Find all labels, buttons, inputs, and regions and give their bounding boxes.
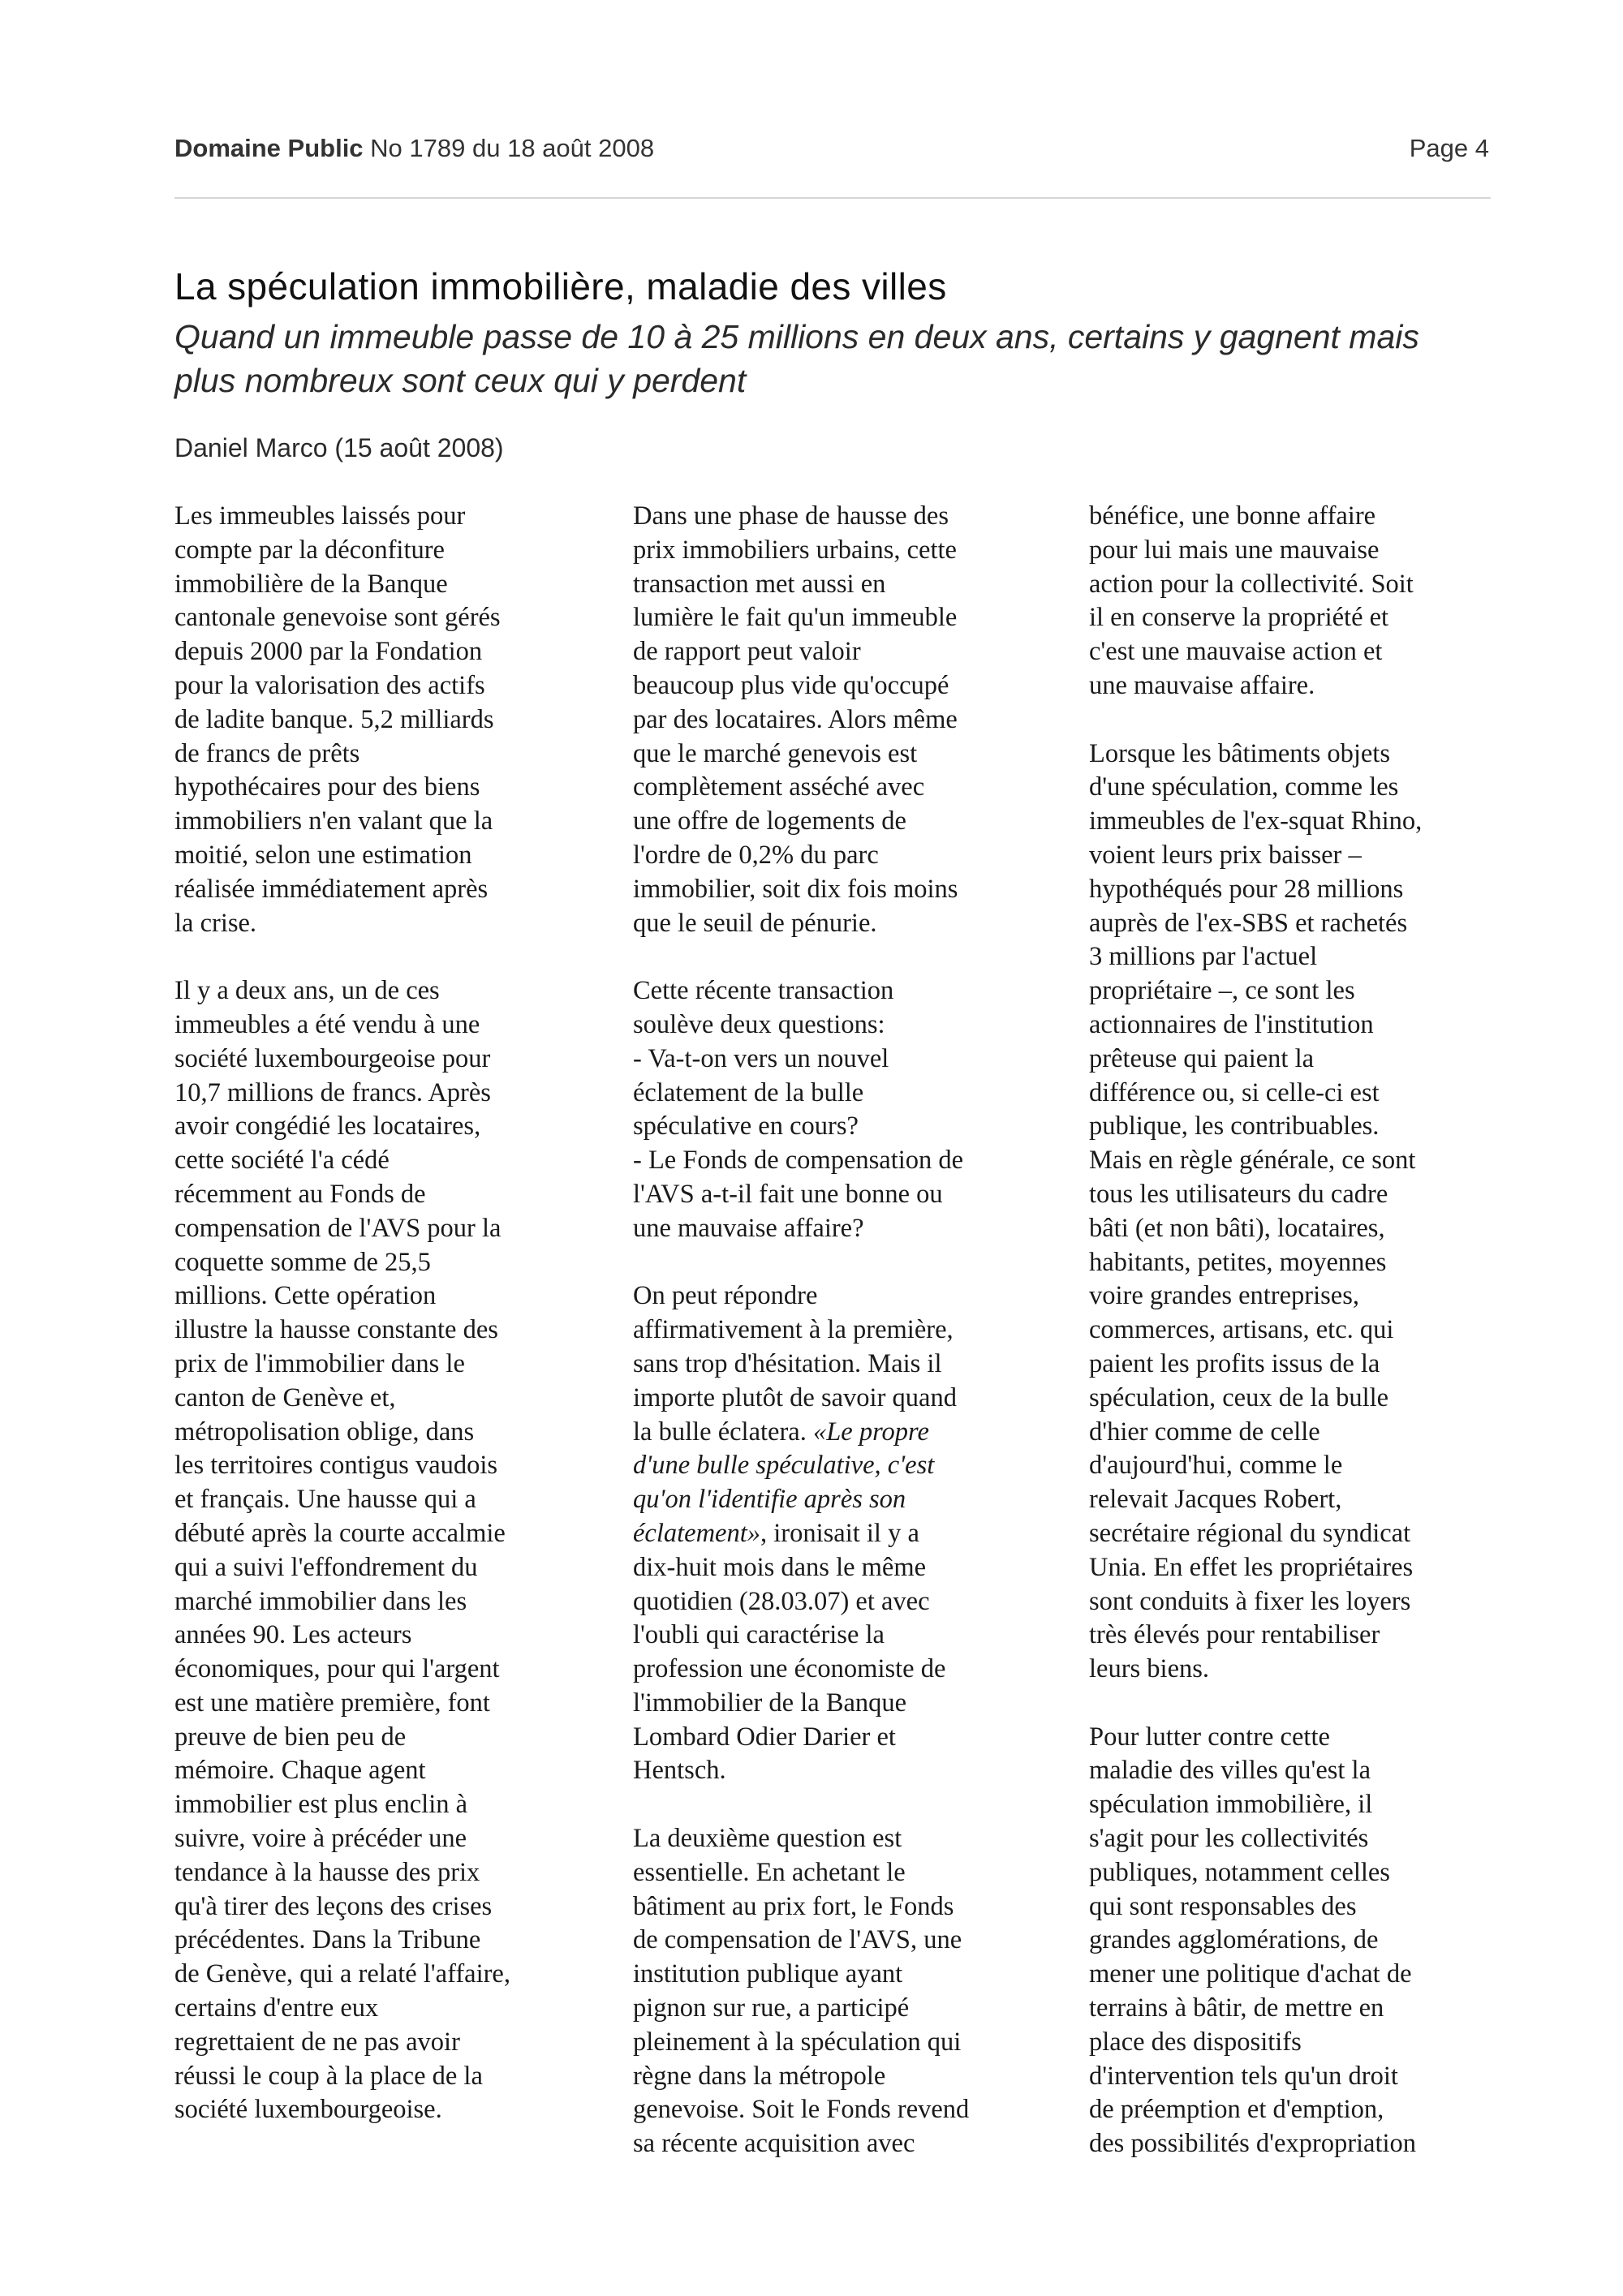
header-divider (174, 197, 1491, 199)
paragraph: Les immeubles laissés pour compte par la déconfiture immobilière de la Banque cantonale genevoise sont gérés depuis 2000 par la Fondation pour la valorisation des actifs de ladite banque. 5,2 milliards de francs de prêts hypothécaires pour des biens immobiliers n'en valant que la moitié, selon une estimation réalisée immédiatement après la crise. (174, 501, 501, 938)
paragraph: Pour lutter contre cette maladie des villes qu'est la spéculation immobilière, il s'agit pour les collectivités publiques, notamment celles qui sont responsables des grandes agglomérations, de mener une politique d'achat de terrains à bâtir, de mettre en place des dispositifs d'intervention tels qu'un droit de préemption et d'emption, des possibilités d'expropriation (1089, 1722, 1417, 2159)
paragraph (633, 1279, 1055, 1788)
paragraph-text: , ironisait il y a dix-huit mois dans le même quotidien (28.03.07) et avec l'oubli qui caractérise la profession une économiste de l'immobilier de la Banque Lombard Odier Darier et Hentsch. (633, 1518, 946, 1786)
page-number: Page 4 (1409, 134, 1489, 162)
paragraph: bénéfice, une bonne affaire pour lui mais une mauvaise action pour la collectivité. Soit il en conserve la propriété et c'est une mauvaise action et une mauvaise affaire. (1089, 501, 1414, 700)
paragraph: Lorsque les bâtiments objets d'une spéculation, comme les immeubles de l'ex-squat Rhino, voient leurs prix baisser – hypothéqués pour 28 millions auprès de l'ex-SBS et rachetés 3 millions par l'actuel propriétaire –, ce sont les actionnaires de l'institution prêteuse qui paient la différence ou, si celle-ci est publique, les contribuables. Mais en règle générale, ce sont tous les utilisateurs du cadre bâti (et non bâti), locataires, habitants, petites, moyennes voire grandes entreprises, commerces, artisans, etc. qui paient les profits issus de la spéculation, ceux de la bulle d'hier comme de celle d'aujourd'hui, comme le relevait Jacques Robert, secrétaire régional du syndicat Unia. En effet les propriétaires sont conduits à fixer les loyers très élevés pour rentabiliser leurs biens. (1089, 738, 1423, 1684)
article-column-2 (633, 500, 1055, 2161)
article-title: La spéculation immobilière, maladie des villes (174, 265, 947, 307)
page-header (174, 134, 1489, 173)
article-byline: Daniel Marco (15 août 2008) (174, 433, 504, 462)
quote: «Le propre d'une bulle spéculative, c'est qu'on l'identifie après son éclatement» (633, 1417, 935, 1548)
paragraph: Il y a deux ans, un de ces immeubles a été vendu à une société luxembourgeoise pour 10,7 millions de francs. Après avoir congédié les locataires, cette société l'a cédé récemment au Fonds de compensation de l'AVS pour la coquette somme de 25,5 millions. Cette opération illustre la hausse constante des prix de l'immobilier dans le canton de Genève et, métropolisation oblige, dans les territoires contigus vaudois et français. Une hausse qui a débuté après la courte accalmie qui a suivi l'effondrement du marché immobilier dans les années 90. Les acteurs économiques, pour qui l'argent est une matière première, font preuve de bien peu de mémoire. Chaque agent immobilier est plus enclin à suivre, voire à précéder une tendance à la hausse des prix qu'à tirer des leçons des crises précédentes. Dans la Tribune de Genève, qui a relaté l'affaire, certains d'entre eux regrettaient de ne pas avoir réussi le coup à la place de la société luxembourgeoise. (174, 976, 510, 2125)
publication-name: Domaine Public (174, 134, 364, 162)
paragraph: La deuxième question est essentielle. En achetant le bâtiment au prix fort, le Fonds de compensation de l'AVS, une institution publique ayant pignon sur rue, a participé pleinement à la spéculation qui règne dans la métropole genevoise. Soit le Fonds revend sa récente acquisition avec (633, 1824, 970, 2159)
article-subtitle: Quand un immeuble passe de 10 à 25 millions en deux ans, certains y gagnent mais plus nombreux sont ceux qui y perdent (174, 318, 1419, 399)
paragraph: Dans une phase de hausse des prix immobiliers urbains, cette transaction met aussi en lumière le fait qu'un immeuble de rapport peut valoir beaucoup plus vide qu'occupé par des locataires. Alors même que le marché genevois est complètement asséché avec une offre de logements de l'ordre de 0,2% du parc immobilier, soit dix fois moins que le seuil de pénurie. (633, 501, 958, 938)
paragraph: Cette récente transaction soulève deux questions: - Va-t-on vers un nouvel éclatement de la bulle spéculative en cours? - Le Fonds de compensation de l'AVS a-t-il fait une bonne ou une mauvaise affaire? (633, 976, 964, 1243)
article-column-1 (174, 500, 596, 2127)
article-column-3 (1089, 500, 1519, 2161)
issue-info: No 1789 du 18 août 2008 (370, 134, 655, 162)
paragraph-text: On peut répondre affirmativement à la première, sans trop d'hésitation. Mais il importe plutôt de savoir quand la bulle éclatera. (633, 1281, 957, 1447)
